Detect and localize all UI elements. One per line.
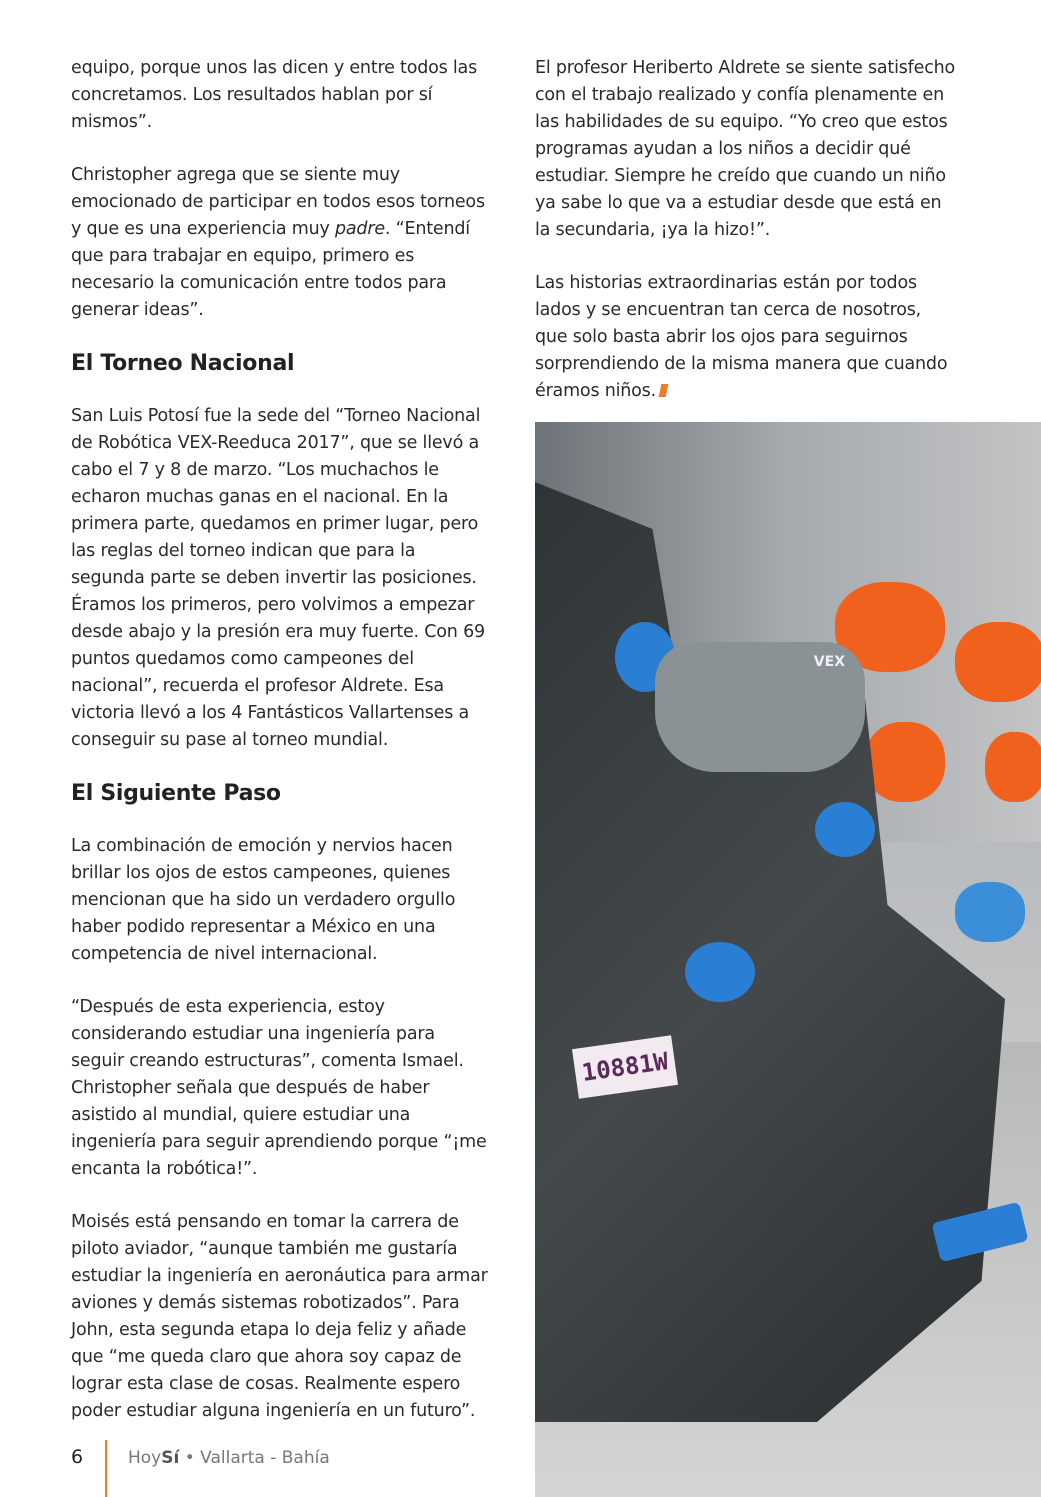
text-run: Christopher agrega que se siente muy emocionado de participar en todos esos torneos y que es una experiencia muy: [71, 165, 485, 239]
page-number: 6: [71, 1446, 84, 1468]
paragraph: “Después de esta experiencia, estoy considerando estudiar una ingeniería para seguir creando estructuras”, comenta Ismael. Christopher señala que después de haber asistido al mundial, quiere estudiar una ingeniería para seguir aprendiendo porque “¡me encanta la robótica!”.: [71, 997, 487, 1179]
text-run: Las historias extraordinarias están por todos lados y se encuentran tan cerca de nosotros, que solo basta abrir los ojos para seguirnos sorprendiendo de la misma manera que cuando éramos niños.: [535, 273, 948, 401]
orange-ball: [955, 622, 1041, 702]
vex-controller: [655, 642, 865, 772]
paragraph: [535, 270, 955, 405]
italic-word: padre: [335, 219, 385, 239]
orange-ball: [865, 722, 945, 802]
section-heading: El Torneo Nacional: [71, 351, 295, 376]
paragraph: San Luis Potosí fue la sede del “Torneo Nacional de Robótica VEX-Reeduca 2017”, que se llevó a cabo el 7 y 8 de marzo. “Los muchachos le echaron muchas ganas en el nacional. En la primera parte, quedamos en primer lugar, pero las reglas del torneo indican que para la segunda parte se deben invertir las posiciones. Éramos los primeros, pero volvimos a empezar desde abajo y la presión era muy fuerte. Con 69 puntos quedamos como campeones del nacional”, recuerda el profesor Aldrete. Esa victoria llevó a los 4 Fantásticos Vallartenses a conseguir su pase al torneo mundial.: [71, 406, 485, 750]
paragraph: Moisés está pensando en tomar la carrera de piloto aviador, “aunque también me gustaría estudiar la ingeniería en aeronáutica para armar aviones y demás sistemas robotizados”. Para John, esta segunda etapa lo deja feliz y añade que “me queda claro que ahora soy capaz de lograr esta clase de cosas. Realmente espero poder estudiar alguna ingeniería en un futuro”.: [71, 1212, 488, 1421]
orange-ball: [985, 732, 1041, 802]
section-heading: El Siguiente Paso: [71, 781, 281, 806]
paragraph: equipo, porque unos las dicen y entre todos las concretamos. Los resultados hablan por sí mismos”.: [71, 58, 477, 132]
brand-part: Hoy: [128, 1448, 162, 1468]
orange-ball: [955, 882, 1025, 942]
blue-gear: [685, 942, 755, 1002]
publication-name: [128, 1448, 330, 1468]
footer-divider: [105, 1440, 107, 1497]
text-run: . “Entendí que para trabajar en equipo, primero es necesario la comunicación entre todos para generar ideas”.: [71, 219, 470, 320]
brand-part-bold: Sí: [161, 1448, 180, 1468]
blue-gear: [815, 802, 875, 857]
paragraph: [71, 162, 491, 324]
left-column: [71, 55, 491, 1451]
robot-number-tag: 10881W: [572, 1035, 678, 1098]
brand-edition: • Vallarta - Bahía: [179, 1448, 330, 1468]
end-of-article-mark: [659, 384, 669, 397]
controller-logo: VEX: [813, 654, 845, 670]
right-column: [535, 55, 955, 431]
robot-photo: [535, 422, 1041, 1497]
paragraph: La combinación de emoción y nervios hacen brillar los ojos de estos campeones, quienes mencionan que ha sido un verdadero orgullo haber podido representar a México en una competencia de nivel internacional.: [71, 836, 456, 964]
paragraph: El profesor Heriberto Aldrete se siente satisfecho con el trabajo realizado y confía plenamente en las habilidades de su equipo. “Yo creo que estos programas ayudan a los niños a decidir qué estudiar. Siempre he creído que cuando un niño ya sabe lo que va a estudiar desde que está en la secundaria, ¡ya la hizo!”.: [535, 58, 956, 240]
